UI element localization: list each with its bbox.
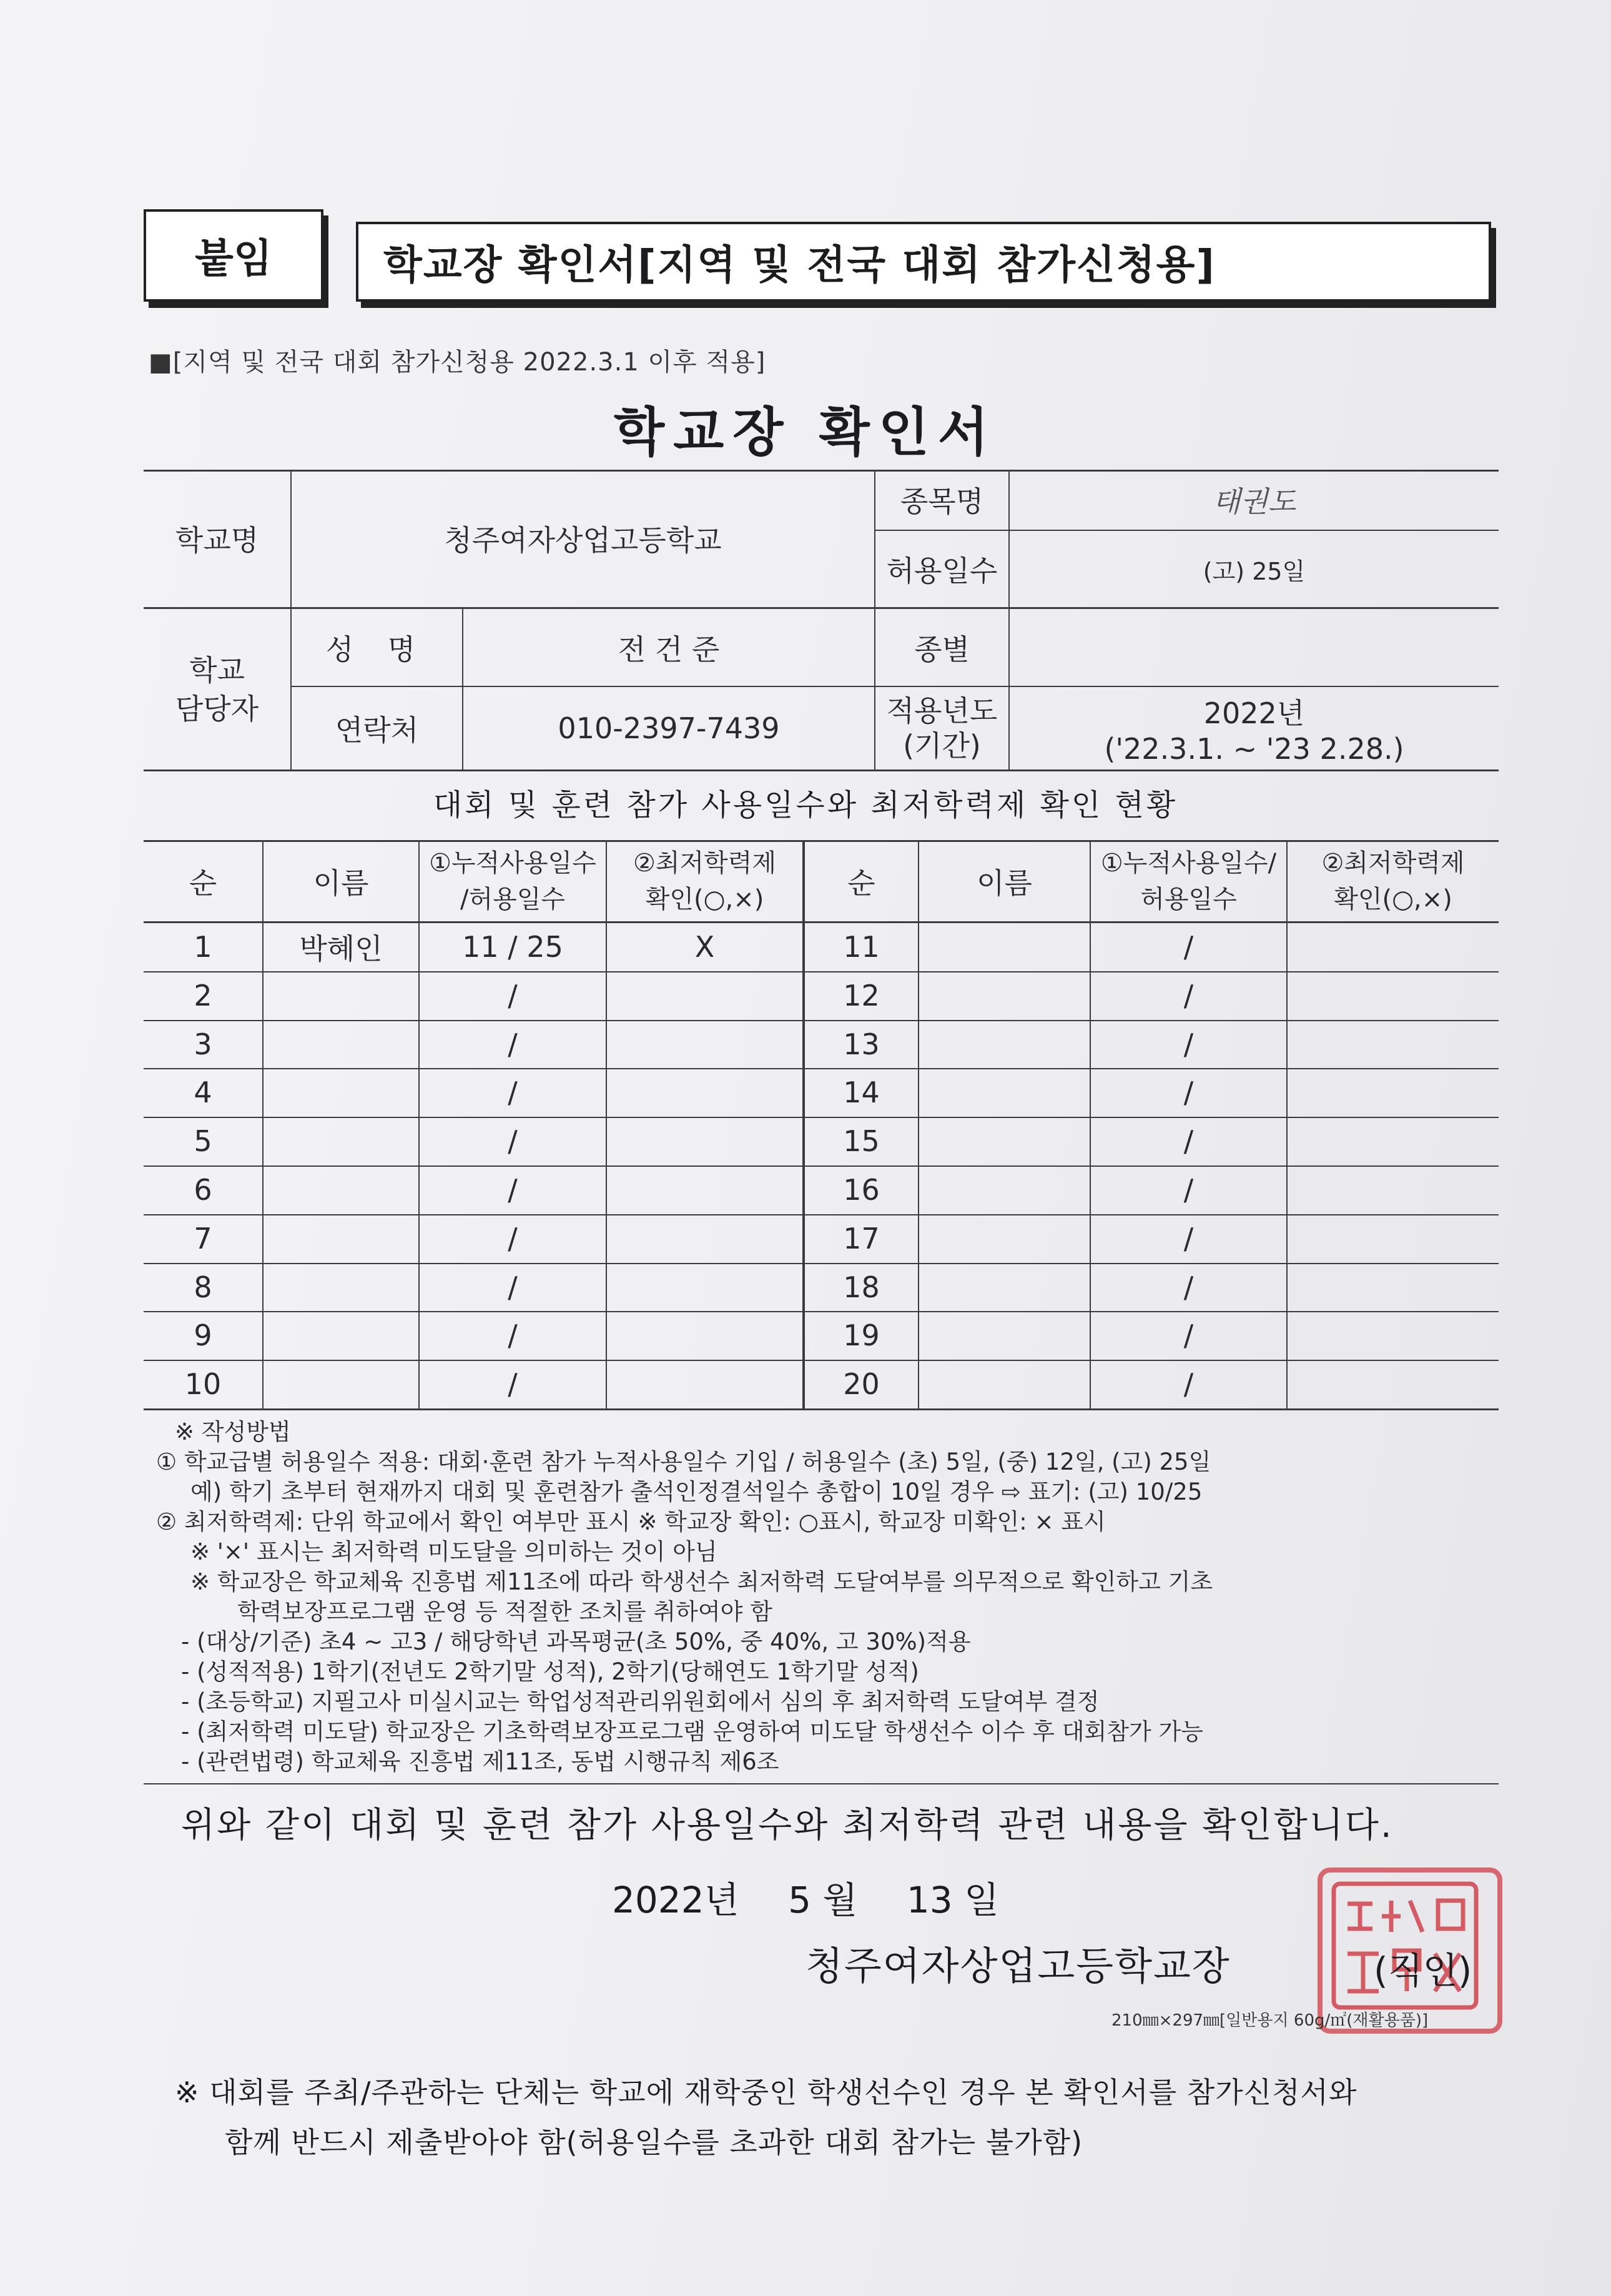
note-line: ② 최저학력제: 단위 학교에서 확인 여부만 표시 ※ 학교장 확인: ○표시, 학교장 미확인: × 표시	[156, 1508, 1106, 1535]
row-right-days: /	[1183, 1222, 1194, 1255]
applicability-note: ■[지역 및 전국 대회 참가신청용 2022.3.1 이후 적용]	[149, 348, 766, 377]
row-left-days: /	[508, 1027, 518, 1061]
row-left-check: X	[694, 930, 715, 964]
note-line: 학력보장프로그램 운영 등 적절한 조치를 취하여야 함	[237, 1598, 772, 1625]
confirmation-text: 위와 같이 대회 및 훈련 참가 사용일수와 최저학력 관련 내용을 확인합니다.	[181, 1805, 1394, 1846]
status-title: 대회 및 훈련 참가 사용일수와 최저학력제 확인 현황	[433, 788, 1178, 823]
row-right-no: 13	[843, 1027, 880, 1061]
row-left-check	[607, 1165, 802, 1214]
contact-label: 연락처	[335, 713, 419, 747]
row-right-name	[919, 1263, 1090, 1312]
row-right-check	[1288, 1311, 1499, 1360]
category-value	[1010, 609, 1499, 686]
note-line: - (성적적용) 1학기(전년도 2학기말 성적), 2학기(당해연도 1학기말 성적)	[181, 1658, 919, 1685]
row-right-days: /	[1183, 1076, 1194, 1109]
row-left-name	[264, 1020, 418, 1069]
row-left-name	[264, 1068, 418, 1117]
row-left-no: 6	[194, 1173, 212, 1207]
row-right-name	[919, 1117, 1090, 1165]
row-left-no: 3	[194, 1027, 212, 1061]
note-line: 예) 학기 초부터 현재까지 대회 및 훈련참가 출석인정결석일수 총합이 10일 경우 ⇨ 표기: (고) 10/25	[190, 1478, 1203, 1505]
row-left-name: 박혜인	[299, 932, 383, 966]
row-right-days: /	[1183, 1270, 1194, 1304]
row-left-check	[607, 1360, 802, 1408]
row-left-check	[607, 1263, 802, 1312]
issue-date	[612, 1871, 1037, 1923]
principal-name: 청주여자상업고등학교장	[806, 1943, 1231, 1989]
row-right-days: /	[1183, 930, 1194, 964]
row-right-check	[1288, 971, 1499, 1020]
row-left-name	[264, 1263, 418, 1312]
row-right-days: /	[1183, 1319, 1194, 1352]
allowed-days-value: (고) 25일	[1203, 557, 1306, 585]
sport-label: 종목명	[900, 485, 984, 518]
row-left-days: /	[508, 1173, 518, 1207]
row-right-no: 15	[843, 1124, 880, 1158]
form-title: 학교장 확인서[지역 및 전국 대회 참가신청용]	[356, 222, 1491, 302]
row-left-name	[264, 1165, 418, 1214]
date-day: 13 일	[906, 1879, 1000, 1921]
school-name-value: 청주여자상업고등학교	[444, 523, 722, 557]
school-name-label: 학교명	[175, 523, 259, 557]
row-left-no: 10	[184, 1367, 222, 1401]
header-days-right: ①누적사용일수/ 허용일수	[1100, 849, 1277, 914]
header-check-left: ②최저학력제 확인(○,×)	[633, 849, 777, 914]
row-left-no: 1	[194, 930, 212, 964]
attachment-label: 붙임	[144, 209, 323, 302]
row-right-name	[919, 923, 1090, 971]
bottom-note-line: 함께 반드시 제출받아야 함(허용일수를 초과한 대회 참가는 불가함)	[225, 2125, 1083, 2159]
row-left-days: /	[508, 1270, 518, 1304]
row-right-days: /	[1183, 1367, 1194, 1401]
row-left-days: /	[508, 1124, 518, 1158]
period-year: 2022년	[1203, 696, 1305, 730]
row-left-name	[264, 971, 418, 1020]
sport-value: 태권도	[1212, 485, 1296, 518]
row-right-name	[919, 1165, 1090, 1214]
row-left-name	[264, 1117, 418, 1165]
name-label: 성 명	[325, 632, 428, 666]
row-right-no: 18	[843, 1270, 880, 1304]
note-line: - (관련법령) 학교체육 진흥법 제11조, 동법 시행규칙 제6조	[181, 1748, 779, 1775]
row-right-check	[1288, 1117, 1499, 1165]
row-right-check	[1288, 1165, 1499, 1214]
row-left-days: /	[508, 1367, 518, 1401]
row-right-days: /	[1183, 1124, 1194, 1158]
row-right-days: /	[1183, 1027, 1194, 1061]
row-left-name	[264, 1311, 418, 1360]
bottom-note	[175, 2067, 1357, 2167]
paper-spec: 210㎜×297㎜[일반용지 60g/㎡(재활용품)]	[1111, 2011, 1429, 2030]
allowed-days-label: 허용일수	[886, 554, 998, 588]
header-check-right: ②최저학력제 확인(○,×)	[1321, 849, 1465, 914]
row-right-check	[1288, 1068, 1499, 1117]
header-no-left: 순	[189, 866, 217, 900]
header-days-left: ①누적사용일수 /허용일수	[429, 849, 596, 914]
main-title: 학교장 확인서	[613, 402, 998, 463]
header-no-right: 순	[847, 866, 875, 900]
date-month: 5 월	[788, 1879, 858, 1921]
row-right-name	[919, 1068, 1090, 1117]
row-left-name	[264, 1360, 418, 1408]
row-right-no: 11	[843, 930, 880, 964]
period-label: 적용년도 (기간)	[886, 694, 998, 763]
row-right-no: 16	[843, 1173, 880, 1207]
row-left-no: 9	[194, 1319, 212, 1352]
header-name-right: 이름	[977, 866, 1032, 900]
row-right-check	[1288, 1360, 1499, 1408]
row-left-days: /	[508, 979, 518, 1012]
bottom-note-line: ※ 대회를 주최/주관하는 단체는 학교에 재학중인 학생선수인 경우 본 확인서를 참가신청서와	[175, 2076, 1357, 2109]
row-left-check	[607, 1020, 802, 1069]
note-line: ※ 작성방법	[175, 1418, 291, 1445]
note-line: - (대상/기준) 초4 ~ 고3 / 해당학년 과목평균(초 50%, 중 40%, 고 30%)적용	[181, 1628, 971, 1655]
row-right-check	[1288, 923, 1499, 971]
row-left-no: 8	[194, 1270, 212, 1304]
row-right-name	[919, 1214, 1090, 1263]
note-line: ① 학교급별 허용일수 적용: 대회·훈련 참가 누적사용일수 기입 / 허용일수 (초) 5일, (중) 12일, (고) 25일	[156, 1448, 1211, 1475]
row-right-name	[919, 1360, 1090, 1408]
row-left-no: 4	[194, 1076, 212, 1109]
row-right-days: /	[1183, 1173, 1194, 1207]
row-left-days: 11 / 25	[462, 930, 563, 964]
row-left-no: 2	[194, 979, 212, 1012]
date-year: 2022년	[612, 1879, 739, 1921]
row-right-name	[919, 971, 1090, 1020]
row-right-no: 19	[843, 1319, 880, 1352]
row-left-days: /	[508, 1319, 518, 1352]
row-right-check	[1288, 1263, 1499, 1312]
row-left-check	[607, 1068, 802, 1117]
row-left-check	[607, 971, 802, 1020]
row-left-name	[264, 1214, 418, 1263]
note-line: - (최저학력 미도달) 학교장은 기초학력보장프로그램 운영하여 미도달 학생선수 이수 후 대회참가 가능	[181, 1718, 1204, 1745]
row-left-check	[607, 1117, 802, 1165]
manager-label: 학교 담당자	[175, 653, 259, 726]
note-line: ※ 학교장은 학교체육 진흥법 제11조에 따라 학생선수 최저학력 도달여부를 의무적으로 확인하고 기초	[190, 1568, 1213, 1595]
row-right-no: 14	[843, 1076, 880, 1109]
category-label: 종별	[914, 632, 970, 666]
row-left-check	[607, 1214, 802, 1263]
row-right-no: 20	[843, 1367, 880, 1401]
divider	[144, 1783, 1499, 1784]
period-value	[1010, 687, 1499, 769]
name-value: 전 건 준	[618, 632, 720, 666]
header-name-left: 이름	[313, 866, 369, 900]
note-line: ※ '×' 표시는 최저학력 미도달을 의미하는 것이 아님	[190, 1538, 717, 1565]
row-right-no: 12	[843, 979, 880, 1012]
contact-value: 010-2397-7439	[558, 711, 780, 745]
row-right-days: /	[1183, 979, 1194, 1012]
row-left-days: /	[508, 1222, 518, 1255]
row-right-check	[1288, 1214, 1499, 1263]
row-left-no: 5	[194, 1124, 212, 1158]
seal-label: (직인)	[1374, 1949, 1472, 1992]
row-right-no: 17	[843, 1222, 880, 1255]
row-left-no: 7	[194, 1222, 212, 1255]
row-left-days: /	[508, 1076, 518, 1109]
row-right-name	[919, 1020, 1090, 1069]
row-right-name	[919, 1311, 1090, 1360]
row-left-check	[607, 1311, 802, 1360]
note-line: - (초등학교) 지필고사 미실시교는 학업성적관리위원회에서 심의 후 최저학력 도달여부 결정	[181, 1688, 1100, 1715]
period-range: ('22.3.1. ~ '23 2.28.)	[1104, 732, 1404, 766]
row-right-check	[1288, 1020, 1499, 1069]
